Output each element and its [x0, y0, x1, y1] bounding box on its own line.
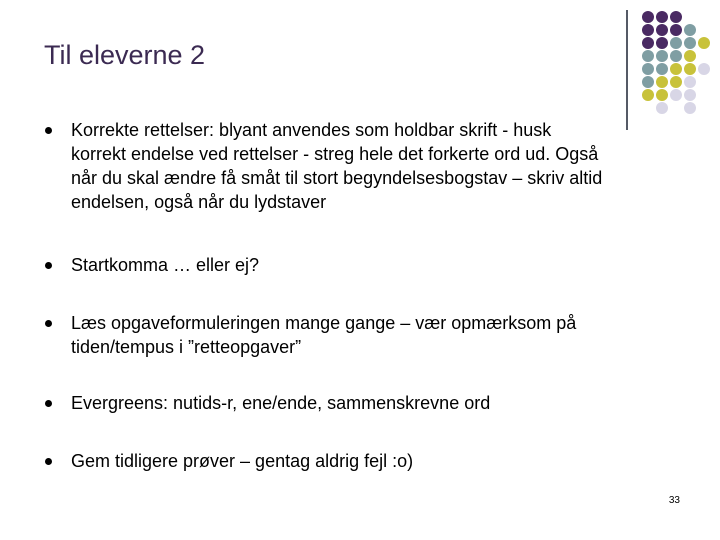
bullet-text: Læs opgaveformuleringen mange gange – vær opmærksom på tiden/tempus i ”retteopgaver”: [71, 313, 577, 357]
decorative-dot: [642, 89, 654, 101]
decorative-dot: [656, 11, 668, 23]
bullet-icon: [45, 320, 52, 327]
decorative-dot: [684, 76, 696, 88]
decorative-dot: [670, 24, 682, 36]
bullet-icon: [45, 400, 52, 407]
decorative-dot: [698, 37, 710, 49]
decorative-dot: [656, 37, 668, 49]
bullet-text: Startkomma … eller ej?: [71, 255, 260, 275]
decorative-dot: [642, 76, 654, 88]
decorative-dot: [642, 24, 654, 36]
decorative-dot: [656, 24, 668, 36]
decorative-dot: [642, 63, 654, 75]
decorative-dot: [684, 37, 696, 49]
decorative-dot: [656, 89, 668, 101]
decorative-dot: [684, 102, 696, 114]
decorative-dot: [684, 50, 696, 62]
bullet-text: Evergreens: nutids-r, ene/ende, sammenskrevne ord: [71, 393, 491, 413]
decorative-dot: [670, 50, 682, 62]
bullet-icon: [45, 458, 52, 465]
decorative-dot: [656, 50, 668, 62]
decorative-dot: [670, 76, 682, 88]
bullet-text: Korrekte rettelser: blyant anvendes som holdbar skrift - husk korrekt endelse ved rettelser - streg hele det forkerte ord ud. Også når du skal ændre få småt til stort begyndelsesbogstav – skriv altid endelsen, også når du lydstaver: [71, 120, 603, 212]
decorative-dot: [670, 11, 682, 23]
bullet-text: Gem tidligere prøver – gentag aldrig fejl :o): [71, 451, 414, 471]
decorative-dot: [642, 50, 654, 62]
decorative-dot: [670, 37, 682, 49]
decorative-dot: [656, 63, 668, 75]
decorative-dot: [642, 37, 654, 49]
decorative-dot: [656, 76, 668, 88]
decorative-dot: [656, 102, 668, 114]
decorative-dot: [684, 24, 696, 36]
decorative-dot: [642, 11, 654, 23]
bullet-icon: [45, 127, 52, 134]
slide-title: Til eleverne 2: [44, 40, 206, 70]
decorative-dot: [684, 63, 696, 75]
page-number: 33: [668, 495, 680, 506]
bullet-icon: [45, 262, 52, 269]
decorative-dot: [670, 63, 682, 75]
decorative-dot: [684, 89, 696, 101]
decorative-dot: [670, 89, 682, 101]
decorative-dot: [698, 63, 710, 75]
